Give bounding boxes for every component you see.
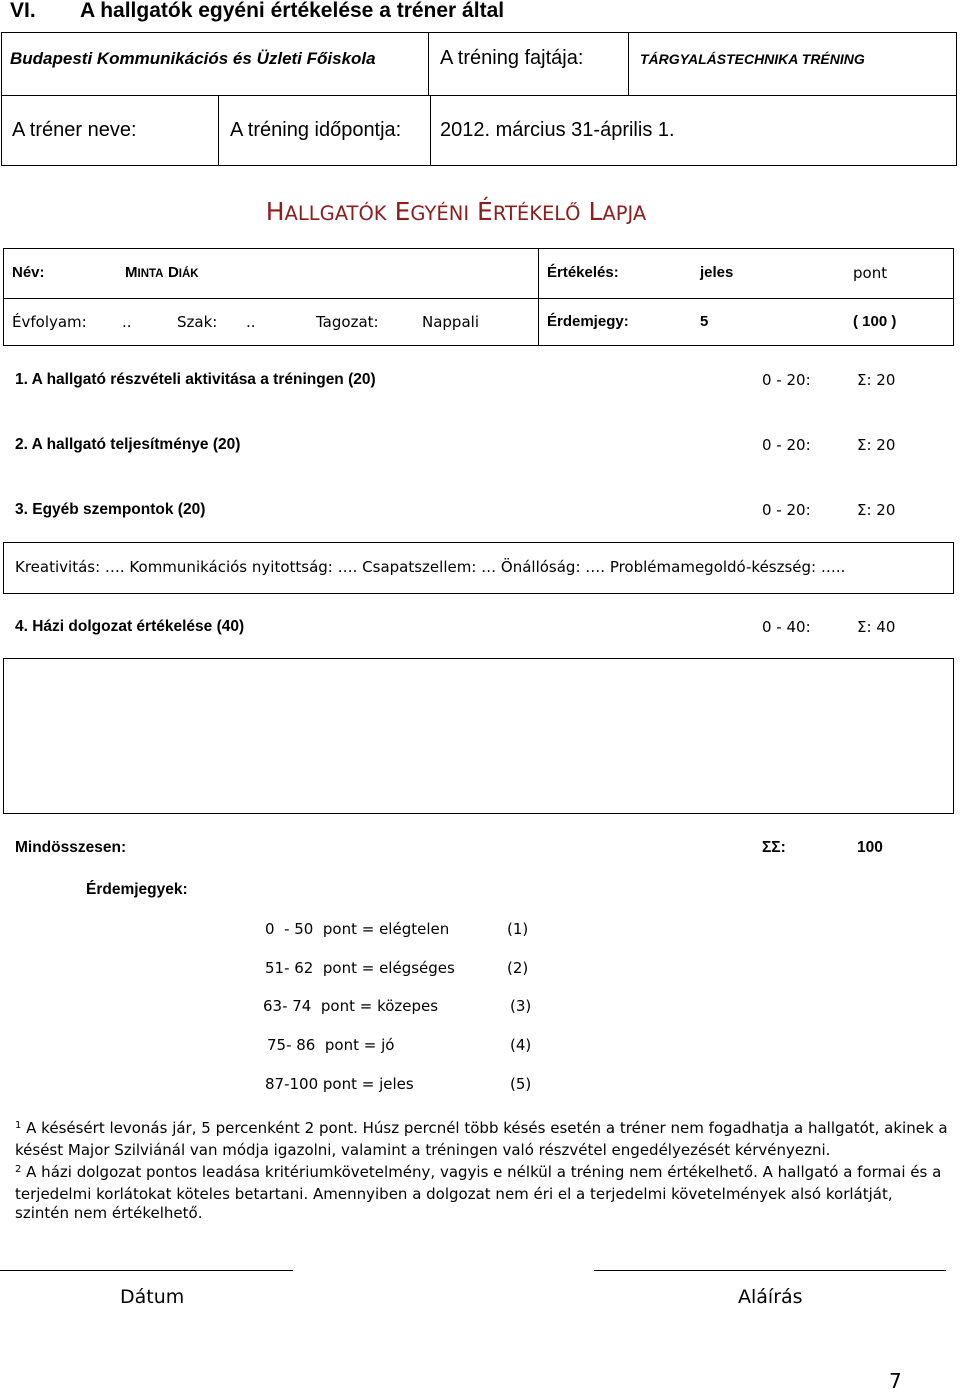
criterion-title: 4. Házi dolgozat értékelése (40) [15, 618, 245, 635]
total-sum-label: ΣΣ: [762, 839, 786, 856]
grade-cell [538, 298, 954, 346]
grade-number: (5) [510, 1075, 532, 1093]
training-type-cell [628, 32, 957, 96]
training-type-label-cell [428, 32, 629, 96]
criterion-range: 0 - 20: [762, 436, 811, 454]
section-number: VI. [10, 0, 36, 22]
footnote-1 [15, 1119, 950, 1160]
criterion-sum: Σ: 20 [857, 371, 896, 389]
footnote-text: A házi dolgozat pontos leadása kritériumkövetelmény, vagyis e nélkül a tréning nem értékelhető. A hallgató a formai és a terjedelmi korlátokat köteles betartani. Amennyiben a dolgozat nem éri el a terjedelmi követelmények alsó korlátját, szintén nem értékelhető. [15, 1163, 942, 1223]
other-aspects-box [3, 542, 954, 594]
major-value: .. [246, 313, 256, 331]
trainer-cell [1, 95, 219, 166]
criterion-sum: Σ: 20 [857, 436, 896, 454]
grade-range: 87-100 pont = jeles [265, 1075, 414, 1093]
student-details-cell [3, 298, 539, 346]
grade-range: 51- 62 pont = elégséges [265, 959, 455, 977]
criterion-title: 2. A hallgató teljesítménye (20) [15, 436, 241, 453]
criterion-range: 0 - 20: [762, 501, 811, 519]
signature-line [594, 1270, 946, 1271]
grade-number: (4) [510, 1036, 532, 1054]
training-date-label-cell [218, 95, 431, 166]
footnote-text: A késésért levonás jár, 5 percenként 2 pont. Húsz percnél több késés esetén a tréner nem fogadhatja a hallgatót, akinek a késést Major Szilviánál van módja igazolni, valamint a tréningen való részvétel engedélyezését kérvényezni. [15, 1119, 948, 1159]
page-number: 7 [889, 1369, 902, 1393]
points-value: ( 100 ) [853, 313, 897, 330]
grade-number: (2) [507, 959, 529, 977]
criterion-sum: Σ: 20 [857, 501, 896, 519]
study-mode-label: Tagozat: [316, 313, 379, 331]
criterion-title: 1. A hallgató részvételi aktivitása a tréningen (20) [15, 371, 376, 388]
other-aspects-text: Kreativitás: …. Kommunikációs nyitottság: …. Csapatszellem: … Önállóság: …. Problémamegoldó-készség: ….. [15, 558, 846, 576]
grade-range: 63- 74 pont = közepes [263, 997, 439, 1015]
evaluation-value: jeles [700, 264, 734, 281]
study-mode-value: Nappali [422, 313, 479, 331]
grading-scale-title: Érdemjegyek: [86, 881, 188, 898]
grade-label: Érdemjegy: [547, 313, 629, 330]
grade-number: (3) [510, 997, 532, 1015]
criterion-range: 0 - 40: [762, 618, 811, 636]
criterion-sum: Σ: 40 [857, 618, 896, 636]
criterion-title: 3. Egyéb szempontok (20) [15, 501, 206, 518]
points-unit: pont [853, 264, 888, 282]
training-type-label: A tréning fajtája: [440, 47, 584, 69]
student-name: MINTA DIÁK [125, 264, 199, 281]
homework-evaluation-box [3, 658, 954, 814]
student-name-cell [3, 248, 539, 299]
year-value: .. [122, 313, 132, 331]
training-date-cell [430, 95, 957, 166]
footnote-2 [15, 1163, 950, 1224]
date-label: Dátum [120, 1286, 185, 1308]
total-label: Mindösszesen: [15, 839, 127, 856]
footnote-marker: 1 [15, 1120, 22, 1131]
form-title: HALLGATÓK EGYÉNI ÉRTÉKELŐ LAPJA [265, 197, 647, 226]
evaluation-cell [538, 248, 954, 299]
evaluation-label: Értékelés: [547, 264, 619, 281]
school-cell [1, 32, 429, 96]
signature-label: Aláírás [738, 1286, 803, 1308]
name-label: Név: [12, 264, 45, 281]
criterion-range: 0 - 20: [762, 371, 811, 389]
total-value: 100 [857, 839, 883, 856]
grade-range: 0 - 50 pont = elégtelen [265, 920, 450, 938]
training-date-label: A tréning időpontja: [230, 119, 402, 141]
trainer-label: A tréner neve: [12, 119, 137, 141]
grade-value: 5 [700, 313, 709, 330]
major-label: Szak: [177, 313, 218, 331]
grade-range: 75- 86 pont = jó [267, 1036, 395, 1054]
training-type-value: TÁRGYALÁSTECHNIKA TRÉNING [640, 50, 865, 67]
training-date-value: 2012. március 31-április 1. [440, 119, 675, 141]
section-title: A hallgatók egyéni értékelése a tréner által [80, 0, 505, 22]
school-name: Budapesti Kommunikációs és Üzleti Főiskola [10, 48, 376, 68]
grade-number: (1) [507, 920, 529, 938]
footnote-marker: 2 [15, 1164, 22, 1175]
date-signature-line [0, 1270, 293, 1271]
year-label: Évfolyam: [12, 313, 87, 331]
